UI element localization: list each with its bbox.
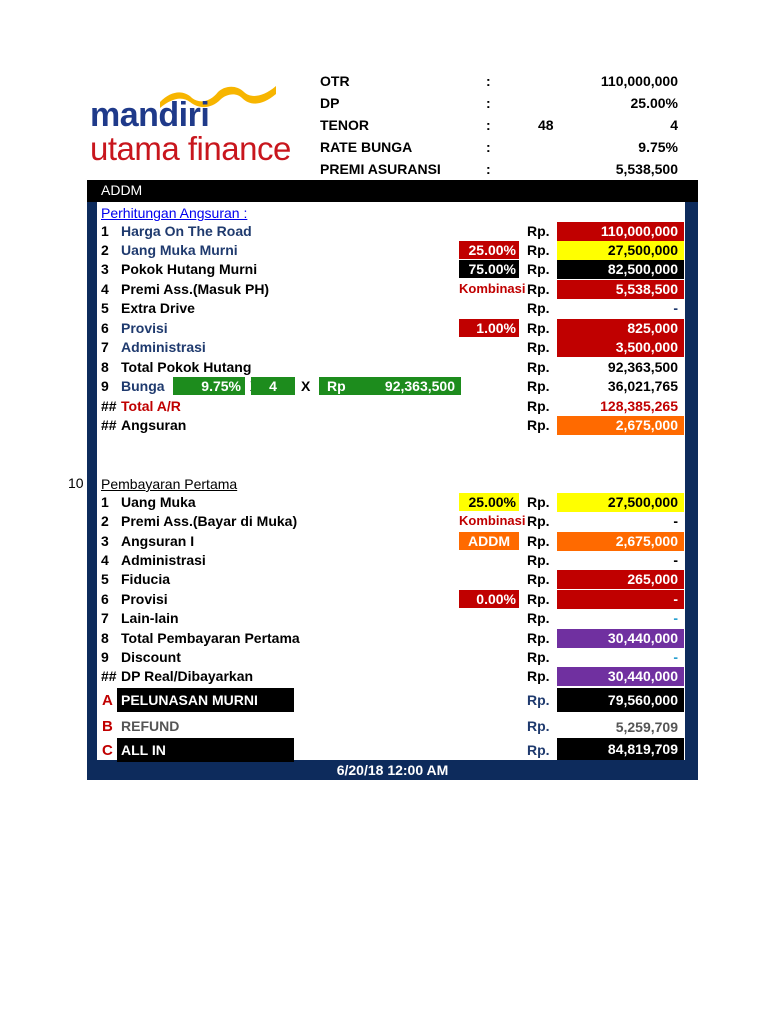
row-label: Bunga bbox=[121, 378, 165, 394]
table-row bbox=[97, 493, 685, 512]
top-bar-label: ADDM bbox=[101, 182, 143, 198]
header-colon: : bbox=[486, 161, 491, 177]
header-value-tenor: 4 bbox=[670, 117, 678, 133]
header-value-premi: 5,538,500 bbox=[615, 161, 678, 177]
row-number: 9 bbox=[101, 649, 109, 665]
table-row bbox=[97, 416, 685, 435]
row-value: 265,000 bbox=[557, 570, 684, 589]
row-label: Angsuran bbox=[121, 417, 187, 433]
row-value: 27,500,000 bbox=[557, 241, 684, 260]
row-number: 8 bbox=[101, 359, 109, 375]
row-label: Administrasi bbox=[121, 339, 206, 355]
rp-label: Rp. bbox=[527, 533, 550, 549]
row-number: ## bbox=[101, 417, 117, 433]
rp-label: Rp. bbox=[527, 630, 550, 646]
rp-label: Rp. bbox=[527, 692, 550, 708]
section-title-perhitungan bbox=[97, 204, 685, 223]
header-label-premi: PREMI ASURANSI bbox=[320, 161, 441, 177]
row-value: 3,500,000 bbox=[557, 338, 684, 357]
row-label: Provisi bbox=[121, 320, 168, 336]
header-label-tenor: TENOR bbox=[320, 117, 369, 133]
section-title-pembayaran bbox=[97, 475, 685, 494]
rp-label: Rp. bbox=[527, 359, 550, 375]
table-row bbox=[97, 512, 685, 531]
row-number: 6 bbox=[101, 320, 109, 336]
row-number: 9 bbox=[101, 378, 109, 394]
row-percent: 75.00% bbox=[459, 260, 519, 278]
table-row bbox=[97, 358, 685, 377]
row-value: 128,385,265 bbox=[600, 398, 678, 414]
table-row bbox=[97, 397, 685, 416]
rp-label: Rp. bbox=[527, 668, 550, 684]
row-number: 2 bbox=[101, 513, 109, 529]
row-percent[interactable]: ADDM bbox=[459, 532, 519, 550]
logo-text-mandiri: mandiri bbox=[90, 96, 210, 134]
row-label: Administrasi bbox=[121, 552, 206, 568]
row-label: Fiducia bbox=[121, 571, 171, 587]
row-value: 5,538,500 bbox=[557, 280, 684, 299]
table-row bbox=[97, 551, 685, 570]
row-label: Uang Muka Murni bbox=[121, 242, 238, 258]
summary-label: ALL IN bbox=[117, 738, 294, 762]
table-row bbox=[97, 532, 685, 551]
rp-label: Rp. bbox=[527, 378, 550, 394]
row-number: 6 bbox=[101, 591, 109, 607]
rp-label: Rp. bbox=[527, 417, 550, 433]
table-row bbox=[97, 590, 685, 609]
row-value: 92,363,500 bbox=[607, 359, 678, 375]
row-number: ## bbox=[101, 398, 117, 414]
multiply-sign: X bbox=[301, 378, 311, 394]
rp-label: Rp. bbox=[527, 742, 550, 758]
row-number: 4 bbox=[101, 552, 109, 568]
rp-label: Rp. bbox=[527, 300, 550, 316]
row-number: 2 bbox=[101, 242, 109, 258]
summary-letter: A bbox=[102, 692, 113, 709]
header-label-otr: OTR bbox=[320, 73, 350, 89]
header-colon: : bbox=[486, 95, 491, 111]
row-label: Lain-lain bbox=[121, 610, 179, 626]
bunga-tenor-box[interactable]: 4 bbox=[251, 377, 295, 395]
header-value-dp: 25.00% bbox=[630, 95, 678, 111]
rp-label: Rp. bbox=[527, 591, 550, 607]
row-number: 7 bbox=[101, 610, 109, 626]
header-value-rate: 9.75% bbox=[638, 139, 678, 155]
row-number: 3 bbox=[101, 533, 109, 549]
row-value: - bbox=[673, 649, 678, 665]
row-label: Discount bbox=[121, 649, 181, 665]
row-label: DP Real/Dibayarkan bbox=[121, 668, 254, 684]
rp-label: Rp. bbox=[527, 718, 550, 734]
row-value: - bbox=[673, 513, 678, 529]
rp-label: Rp. bbox=[527, 513, 550, 529]
table-row bbox=[97, 609, 685, 628]
summary-letter: B bbox=[102, 718, 113, 735]
row-value: 2,675,000 bbox=[557, 532, 684, 551]
section-heading: Perhitungan Angsuran : bbox=[101, 205, 248, 221]
table-row bbox=[97, 667, 685, 686]
rp-label: Rp. bbox=[527, 610, 550, 626]
rp-label: Rp. bbox=[527, 571, 550, 587]
row-value: 825,000 bbox=[557, 319, 684, 338]
rp-label: Rp. bbox=[527, 242, 550, 258]
row-value: - bbox=[673, 610, 678, 626]
table-row bbox=[97, 648, 685, 667]
table-row bbox=[97, 280, 685, 299]
row-label: Total Pembayaran Pertama bbox=[121, 630, 300, 646]
rp-label: Rp. bbox=[527, 339, 550, 355]
summary-value: 79,560,000 bbox=[557, 688, 684, 712]
row-label: Pokok Hutang Murni bbox=[121, 261, 258, 277]
row-number: 5 bbox=[101, 571, 109, 587]
summary-label: REFUND bbox=[121, 718, 180, 734]
row-label: Total A/R bbox=[121, 398, 181, 414]
row-number: 1 bbox=[101, 494, 109, 510]
row-value: 30,440,000 bbox=[557, 667, 684, 686]
rp-label: Rp. bbox=[527, 320, 550, 336]
margin-row-number: 10 bbox=[68, 475, 84, 491]
bunga-rate-box[interactable]: 9.75% bbox=[173, 377, 245, 395]
rp-label: Rp. bbox=[527, 281, 550, 297]
table-row bbox=[97, 338, 685, 357]
header-colon: : bbox=[486, 117, 491, 133]
row-percent[interactable]: Kombinasi bbox=[459, 281, 526, 296]
row-percent[interactable]: 25.00% bbox=[459, 241, 519, 259]
row-label: Angsuran I bbox=[121, 533, 195, 549]
table-row bbox=[97, 629, 685, 648]
row-percent[interactable]: 25.00% bbox=[459, 493, 519, 511]
top-bar bbox=[87, 180, 698, 202]
summary-value: 5,259,709 bbox=[615, 719, 678, 735]
summary-value: 84,819,709 bbox=[557, 738, 684, 760]
row-label: Premi Ass.(Bayar di Muka) bbox=[121, 513, 298, 529]
header-colon: : bbox=[486, 73, 491, 89]
row-number: 5 bbox=[101, 300, 109, 316]
row-value: 36,021,765 bbox=[607, 378, 678, 394]
table-row bbox=[97, 222, 685, 241]
row-number: 1 bbox=[101, 223, 109, 239]
bunga-base-value: 92,363,500 bbox=[384, 378, 455, 394]
row-label: Harga On The Road bbox=[121, 223, 252, 239]
row-value: 30,440,000 bbox=[557, 629, 684, 648]
header-value-otr: 110,000,000 bbox=[600, 73, 678, 89]
row-number: 8 bbox=[101, 630, 109, 646]
row-percent[interactable]: Kombinasi bbox=[459, 513, 526, 528]
section-heading: Pembayaran Pertama bbox=[101, 476, 238, 492]
table-row bbox=[97, 241, 685, 260]
row-value: 2,675,000 bbox=[557, 416, 684, 435]
header-label-rate: RATE BUNGA bbox=[320, 139, 413, 155]
rp-label: Rp. bbox=[527, 223, 550, 239]
rp-label: Rp. bbox=[527, 261, 550, 277]
row-percent[interactable]: 1.00% bbox=[459, 319, 519, 337]
row-label: Premi Ass.(Masuk PH) bbox=[121, 281, 270, 297]
header-tenor-months: 48 bbox=[538, 117, 554, 133]
summary-letter: C bbox=[102, 742, 113, 759]
table-row bbox=[97, 260, 685, 279]
row-number: ## bbox=[101, 668, 117, 684]
table-row bbox=[97, 299, 685, 318]
rp-label: Rp. bbox=[527, 552, 550, 568]
row-number: 3 bbox=[101, 261, 109, 277]
table-row-bunga bbox=[97, 377, 685, 396]
rp-label: Rp. bbox=[527, 494, 550, 510]
row-number: 7 bbox=[101, 339, 109, 355]
rp-label: Rp. bbox=[527, 649, 550, 665]
row-label: Uang Muka bbox=[121, 494, 196, 510]
row-label: Extra Drive bbox=[121, 300, 195, 316]
row-value: - bbox=[557, 590, 684, 609]
table-row bbox=[97, 319, 685, 338]
row-label: Total Pokok Hutang bbox=[121, 359, 252, 375]
header-label-dp: DP bbox=[320, 95, 340, 111]
logo-text-utama-finance: utama finance bbox=[90, 130, 291, 167]
row-value: 82,500,000 bbox=[557, 260, 684, 279]
summary-label: PELUNASAN MURNI bbox=[117, 688, 294, 712]
row-value: - bbox=[673, 300, 678, 316]
row-value: 110,000,000 bbox=[557, 222, 684, 241]
row-label: Provisi bbox=[121, 591, 168, 607]
row-number: 4 bbox=[101, 281, 109, 297]
row-value: - bbox=[673, 552, 678, 568]
table-row bbox=[97, 570, 685, 589]
footer-date: 6/20/18 12:00 AM bbox=[336, 762, 449, 778]
row-percent[interactable]: 0.00% bbox=[459, 590, 519, 608]
rp-label: Rp. bbox=[527, 398, 550, 414]
header-colon: : bbox=[486, 139, 491, 155]
bunga-rp-label: Rp bbox=[327, 378, 346, 394]
row-value: 27,500,000 bbox=[557, 493, 684, 512]
